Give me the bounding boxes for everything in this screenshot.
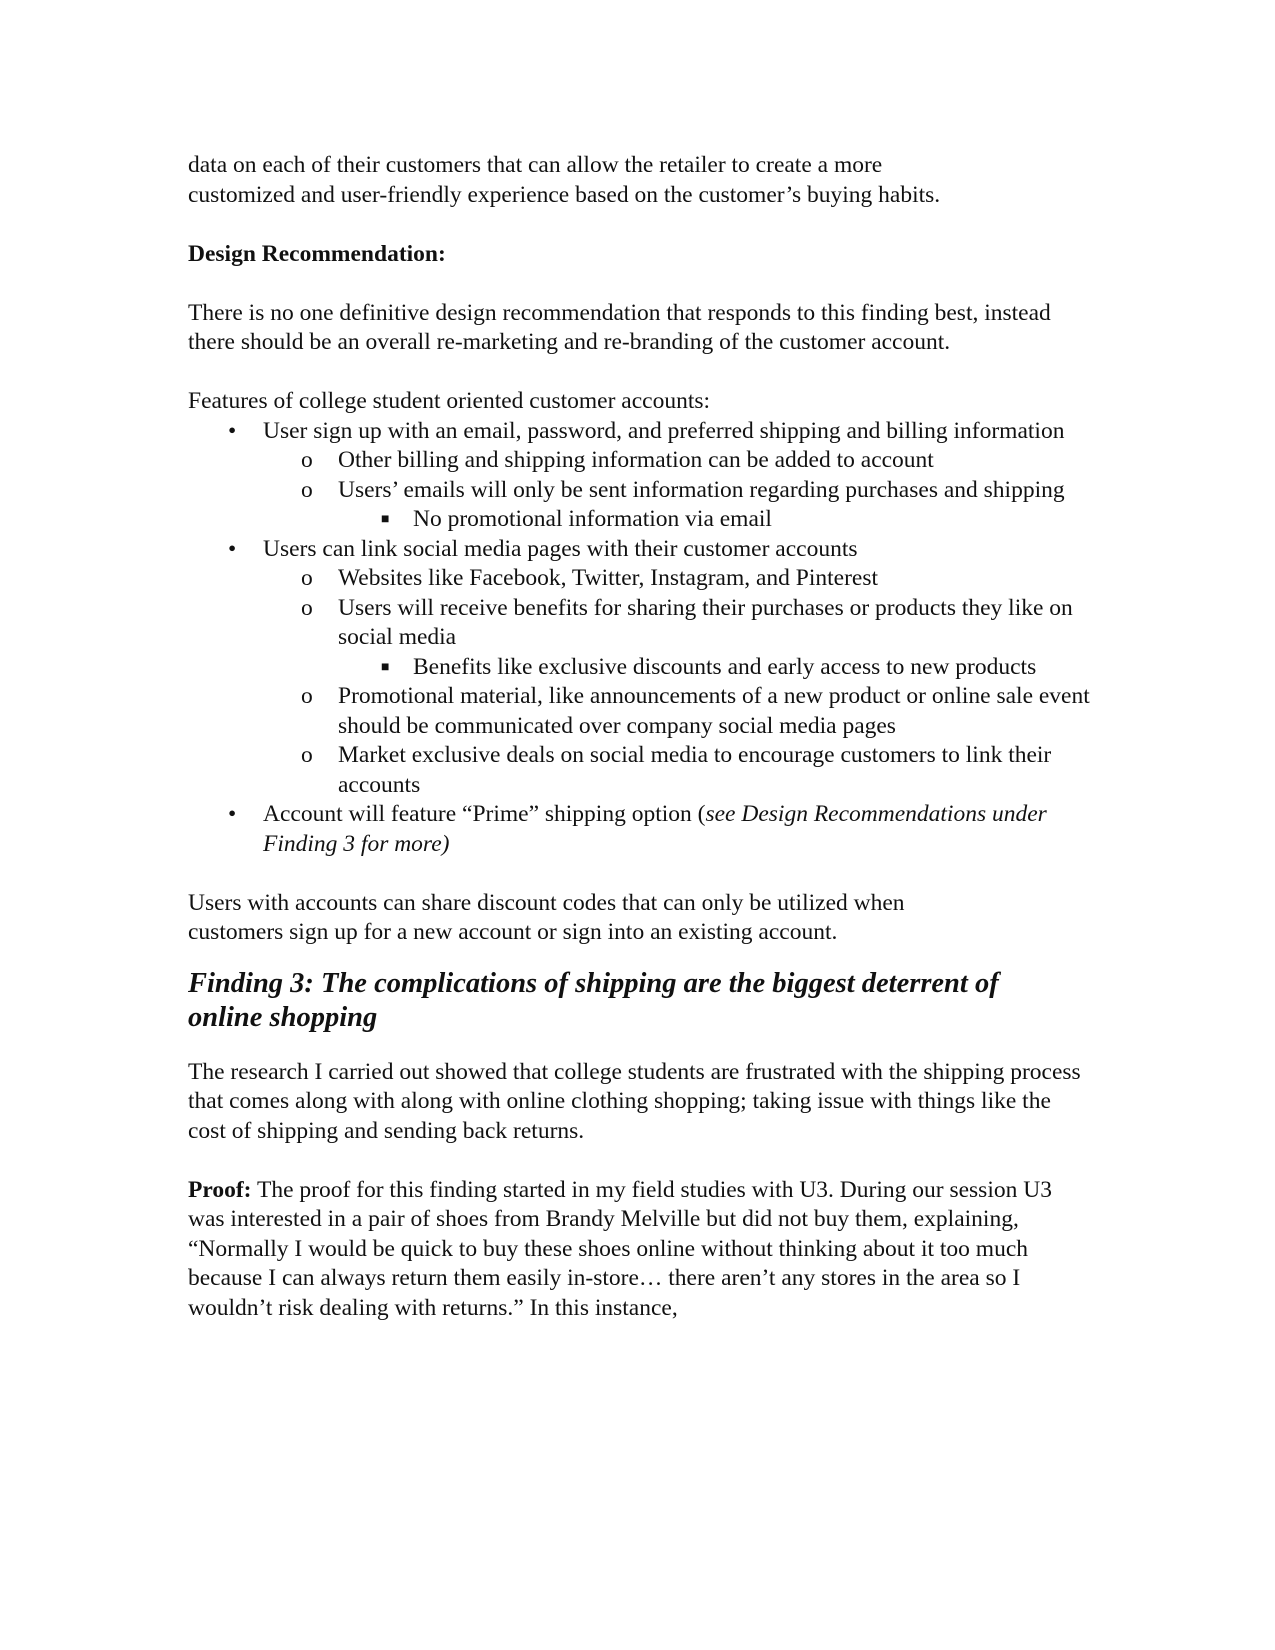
finding-3-paragraph: The research I carried out showed that college students are frustrated with the shipping process that comes along with along with online clothing shopping; taking issue with things like the cost of shipping and sending back returns. <box>188 1058 1081 1144</box>
list-item-level-2 <box>188 682 1108 741</box>
list-item-level-1 <box>188 535 1108 565</box>
circle-bullet-icon: o <box>301 683 313 709</box>
list-item-text: Websites like Facebook, Twitter, Instagram, and Pinterest <box>338 565 879 591</box>
list-item-text: Users will receive benefits for sharing their purchases or products they like on social media <box>338 594 1073 650</box>
list-item-level-1 <box>188 800 1108 859</box>
design-recommendation-paragraph: There is no one definitive design recommendation that responds to this finding best, instead there should be an overall re-marketing and re-branding of the customer account. <box>188 299 1051 355</box>
list-item-level-2 <box>188 741 1108 800</box>
list-item-text: Account will feature “Prime” shipping option ( <box>263 801 706 827</box>
proof-label: Proof: <box>188 1176 252 1203</box>
circle-bullet-icon: o <box>301 742 313 768</box>
list-item-level-2 <box>188 564 1108 594</box>
document-page <box>188 151 1108 1323</box>
proof-paragraph <box>188 1176 1088 1324</box>
intro-line: customized and user-friendly experience based on the customer’s buying habits. <box>188 181 941 208</box>
circle-bullet-icon: o <box>301 594 313 621</box>
square-bullet-icon: ■ <box>381 659 390 675</box>
list-item-level-2 <box>188 594 1108 653</box>
circle-bullet-icon: o <box>301 565 313 591</box>
list-item-italic-text: see Design Recommendations under Finding 3 for more) <box>263 801 1047 857</box>
square-bullet-icon: ■ <box>381 512 390 527</box>
list-item-text: Promotional material, like announcements of a new product or online sale event should be communicated over company social media pages <box>338 683 1090 739</box>
list-item-text: Market exclusive deals on social media to encourage customers to link their accounts <box>338 742 1052 798</box>
proof-text: The proof for this finding started in my field studies with U3. During our session U3 was interested in a pair of shoes from Brandy Melville but did not buy them, explaining, “Normally I would be quick to buy these shoes online without thinking about it too much because I can always return them easily in-store… there aren’t any stores in the area so I wouldn’t risk dealing with returns.” In this instance, <box>188 1176 1052 1321</box>
list-item-level-3 <box>188 653 1108 683</box>
finding-3-heading: Finding 3: The complications of shipping are the biggest deterrent of online shopping <box>188 967 999 1033</box>
bullet-icon: • <box>228 417 237 444</box>
list-item-text: Benefits like exclusive discounts and early access to new products <box>413 653 1037 680</box>
circle-bullet-icon: o <box>301 476 313 503</box>
discount-paragraph: Users with accounts can share discount codes that can only be utilized when customers sign up for a new account or sign into an existing account. <box>188 889 905 945</box>
design-recommendation-heading <box>188 240 1108 270</box>
features-list <box>188 417 1108 860</box>
list-item-text: Users’ emails will only be sent information regarding purchases and shipping <box>338 476 1065 503</box>
features-intro: Features of college student oriented customer accounts: <box>188 388 711 414</box>
list-item-level-2 <box>188 476 1108 506</box>
list-item-text: Users can link social media pages with their customer accounts <box>263 535 858 562</box>
heading-text: Design Recommendation: <box>188 240 446 267</box>
bullet-icon: • <box>228 801 237 827</box>
intro-line: data on each of their customers that can allow the retailer to create a more <box>188 152 883 178</box>
list-item-level-3 <box>188 505 1108 535</box>
list-item-text: Other billing and shipping information can be added to account <box>338 447 934 473</box>
circle-bullet-icon: o <box>301 447 313 473</box>
list-item-level-2 <box>188 446 1108 476</box>
list-item-text: No promotional information via email <box>413 506 772 532</box>
list-item-level-1 <box>188 417 1108 447</box>
bullet-icon: • <box>228 535 237 562</box>
list-item-text: User sign up with an email, password, and preferred shipping and billing information <box>263 417 1065 444</box>
